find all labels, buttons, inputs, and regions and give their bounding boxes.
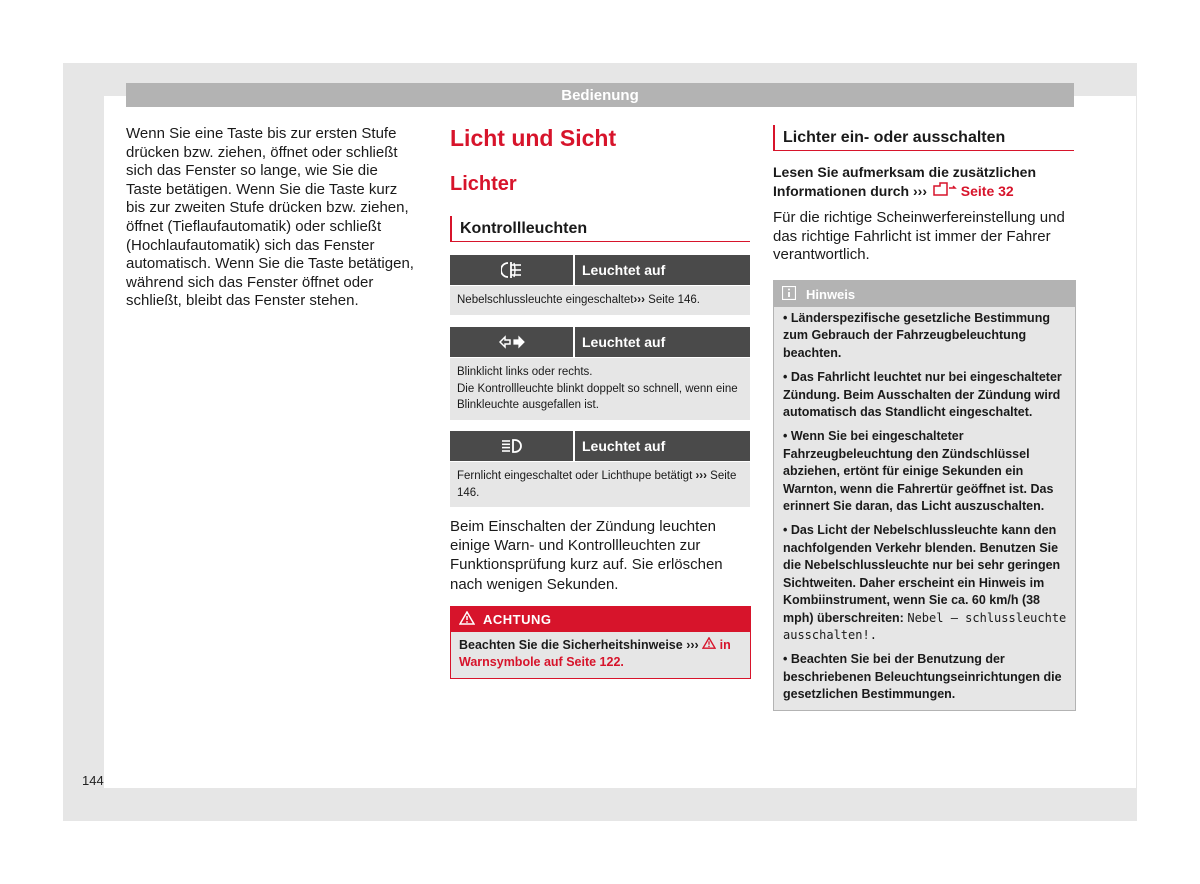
lamp-description-text: Nebelschlussleuchte eingeschaltet [457, 294, 634, 306]
high-beam-icon [450, 431, 573, 461]
warning-text-content: Beachten Sie die Sicherheitshinweise [459, 638, 683, 652]
cross-reference-arrow-icon: ››› [695, 470, 707, 482]
list-item: • Das Fahrlicht leuchtet nur bei eingeschalteter Zündung. Beim Ausschalten der Zündung wird automatisch das Standlicht eingeschaltet. [783, 370, 1062, 420]
note-title: Hinweis [806, 286, 856, 302]
cross-reference-arrow-icon: ››› [686, 638, 699, 652]
lamp-description [450, 286, 750, 315]
chapter-title: Licht und Sicht [450, 125, 617, 151]
lamp-state-label: Leuchtet auf [575, 431, 750, 461]
intro-text [773, 163, 1063, 200]
intro-text-content: Lesen Sie aufmerksam die zusätzlichen Informationen durch [773, 164, 1036, 199]
book-reference-icon [931, 183, 961, 199]
lamp-description [450, 462, 750, 507]
indicator-lamp-row [450, 431, 750, 507]
indicator-lamp-row [450, 327, 750, 420]
list-item: • Länderspezifische gesetzliche Bestimmung zum Gebrauch der Fahrzeugbeleuchtung beachten. [783, 311, 1050, 360]
note-header [774, 281, 1075, 307]
lamp-description-text: Die Kontrollleuchte blinkt doppelt so schnell, wenn eine Blinkleuchte ausgefallen ist. [457, 382, 738, 411]
warning-box [450, 606, 751, 679]
lamp-state-label: Leuchtet auf [575, 327, 750, 357]
lamp-description-text: Blinklicht links oder rechts. [457, 366, 593, 378]
turn-signal-icon [450, 327, 573, 357]
display-message: Nebel – schlussleuchte ausschalten!. [783, 610, 1067, 642]
indicator-lamp-row [450, 255, 750, 315]
list-item: • Beachten Sie bei der Benutzung der beschriebenen Beleuchtungseinrichtungen die gesetzlichen Bestimmungen. [783, 652, 1062, 702]
lamp-state-label: Leuchtet auf [575, 255, 750, 285]
lamp-description-text: Fernlicht eingeschaltet oder Lichthupe betätigt [457, 470, 693, 482]
warning-text [451, 632, 750, 678]
page-number: 144 [82, 773, 104, 788]
cross-reference-arrow-icon: ››› [913, 182, 928, 199]
section-heading: Lichter ein- oder ausschalten [773, 125, 1074, 151]
subsection-heading: Kontrollleuchten [450, 216, 750, 242]
warning-title: ACHTUNG [483, 612, 552, 627]
rear-fog-light-icon [450, 255, 573, 285]
body-paragraph: Für die richtige Scheinwerfereinstellung und das richtige Fahrlicht ist immer der Fahrer verantwortlich. [773, 209, 1065, 264]
warning-triangle-icon [459, 611, 475, 628]
page-reference-link[interactable]: in Warnsymbole auf Seite 122. [459, 638, 731, 669]
body-paragraph: Beim Einschalten der Zündung leuchten einige Warn- und Kontrollleuchten zur Funktionsprüfung kurz auf. Sie erlöschen nach wenigen Sekunden. [450, 518, 723, 593]
section-title: Lichter [450, 173, 517, 195]
info-icon [782, 286, 796, 303]
left-column [126, 125, 416, 311]
warning-header [451, 607, 750, 632]
section-header: Bedienung [126, 83, 1074, 107]
list-item: • Das Licht der Nebelschlussleuchte kann den nachfolgenden Verkehr blenden. Benutzen Sie die Nebelschlussleuchte nur bei sehr geringen Sichtweiten. Daher erscheint ein Hinweis im Kombiinstrument, wenn Sie ca. 60 km/h (38 mph) überschreiten: Nebel – schlussleuchte ausschalten!. [783, 523, 1067, 642]
page-reference-link[interactable]: Seite 146. [648, 294, 700, 306]
cross-reference-arrow-icon: ››› [633, 294, 645, 306]
body-paragraph: Wenn Sie eine Taste bis zur ersten Stufe drücken bzw. ziehen, öffnet oder schließt sich das Fenster so lange, wie Sie die Taste betätigen. Wenn Sie die Taste kurz bis zur zweiten Stufe drücken bzw. ziehen, öffnet (Tieflaufautomatik) oder schließt (Hochlaufautomatik) sich das Fenster automatisch. Wenn Sie die Taste betätigen, während sich das Fenster öffnet oder schließt, bleibt das Fenster stehen. [126, 125, 414, 310]
note-box [773, 280, 1076, 711]
warning-triangle-icon [702, 638, 719, 652]
page-reference-link[interactable]: Seite 146. [457, 470, 737, 499]
note-body [774, 307, 1075, 710]
list-item: • Wenn Sie bei eingeschalteter Fahrzeugbeleuchtung den Zündschlüssel abziehen, ertönt für einige Sekunden ein Warnton, wenn die Fahrertür geöffnet ist. Das erinnert Sie daran, das Licht auszuschalten. [783, 429, 1054, 514]
lamp-description [450, 358, 750, 420]
page-reference-link[interactable]: Seite 32 [960, 182, 1014, 199]
